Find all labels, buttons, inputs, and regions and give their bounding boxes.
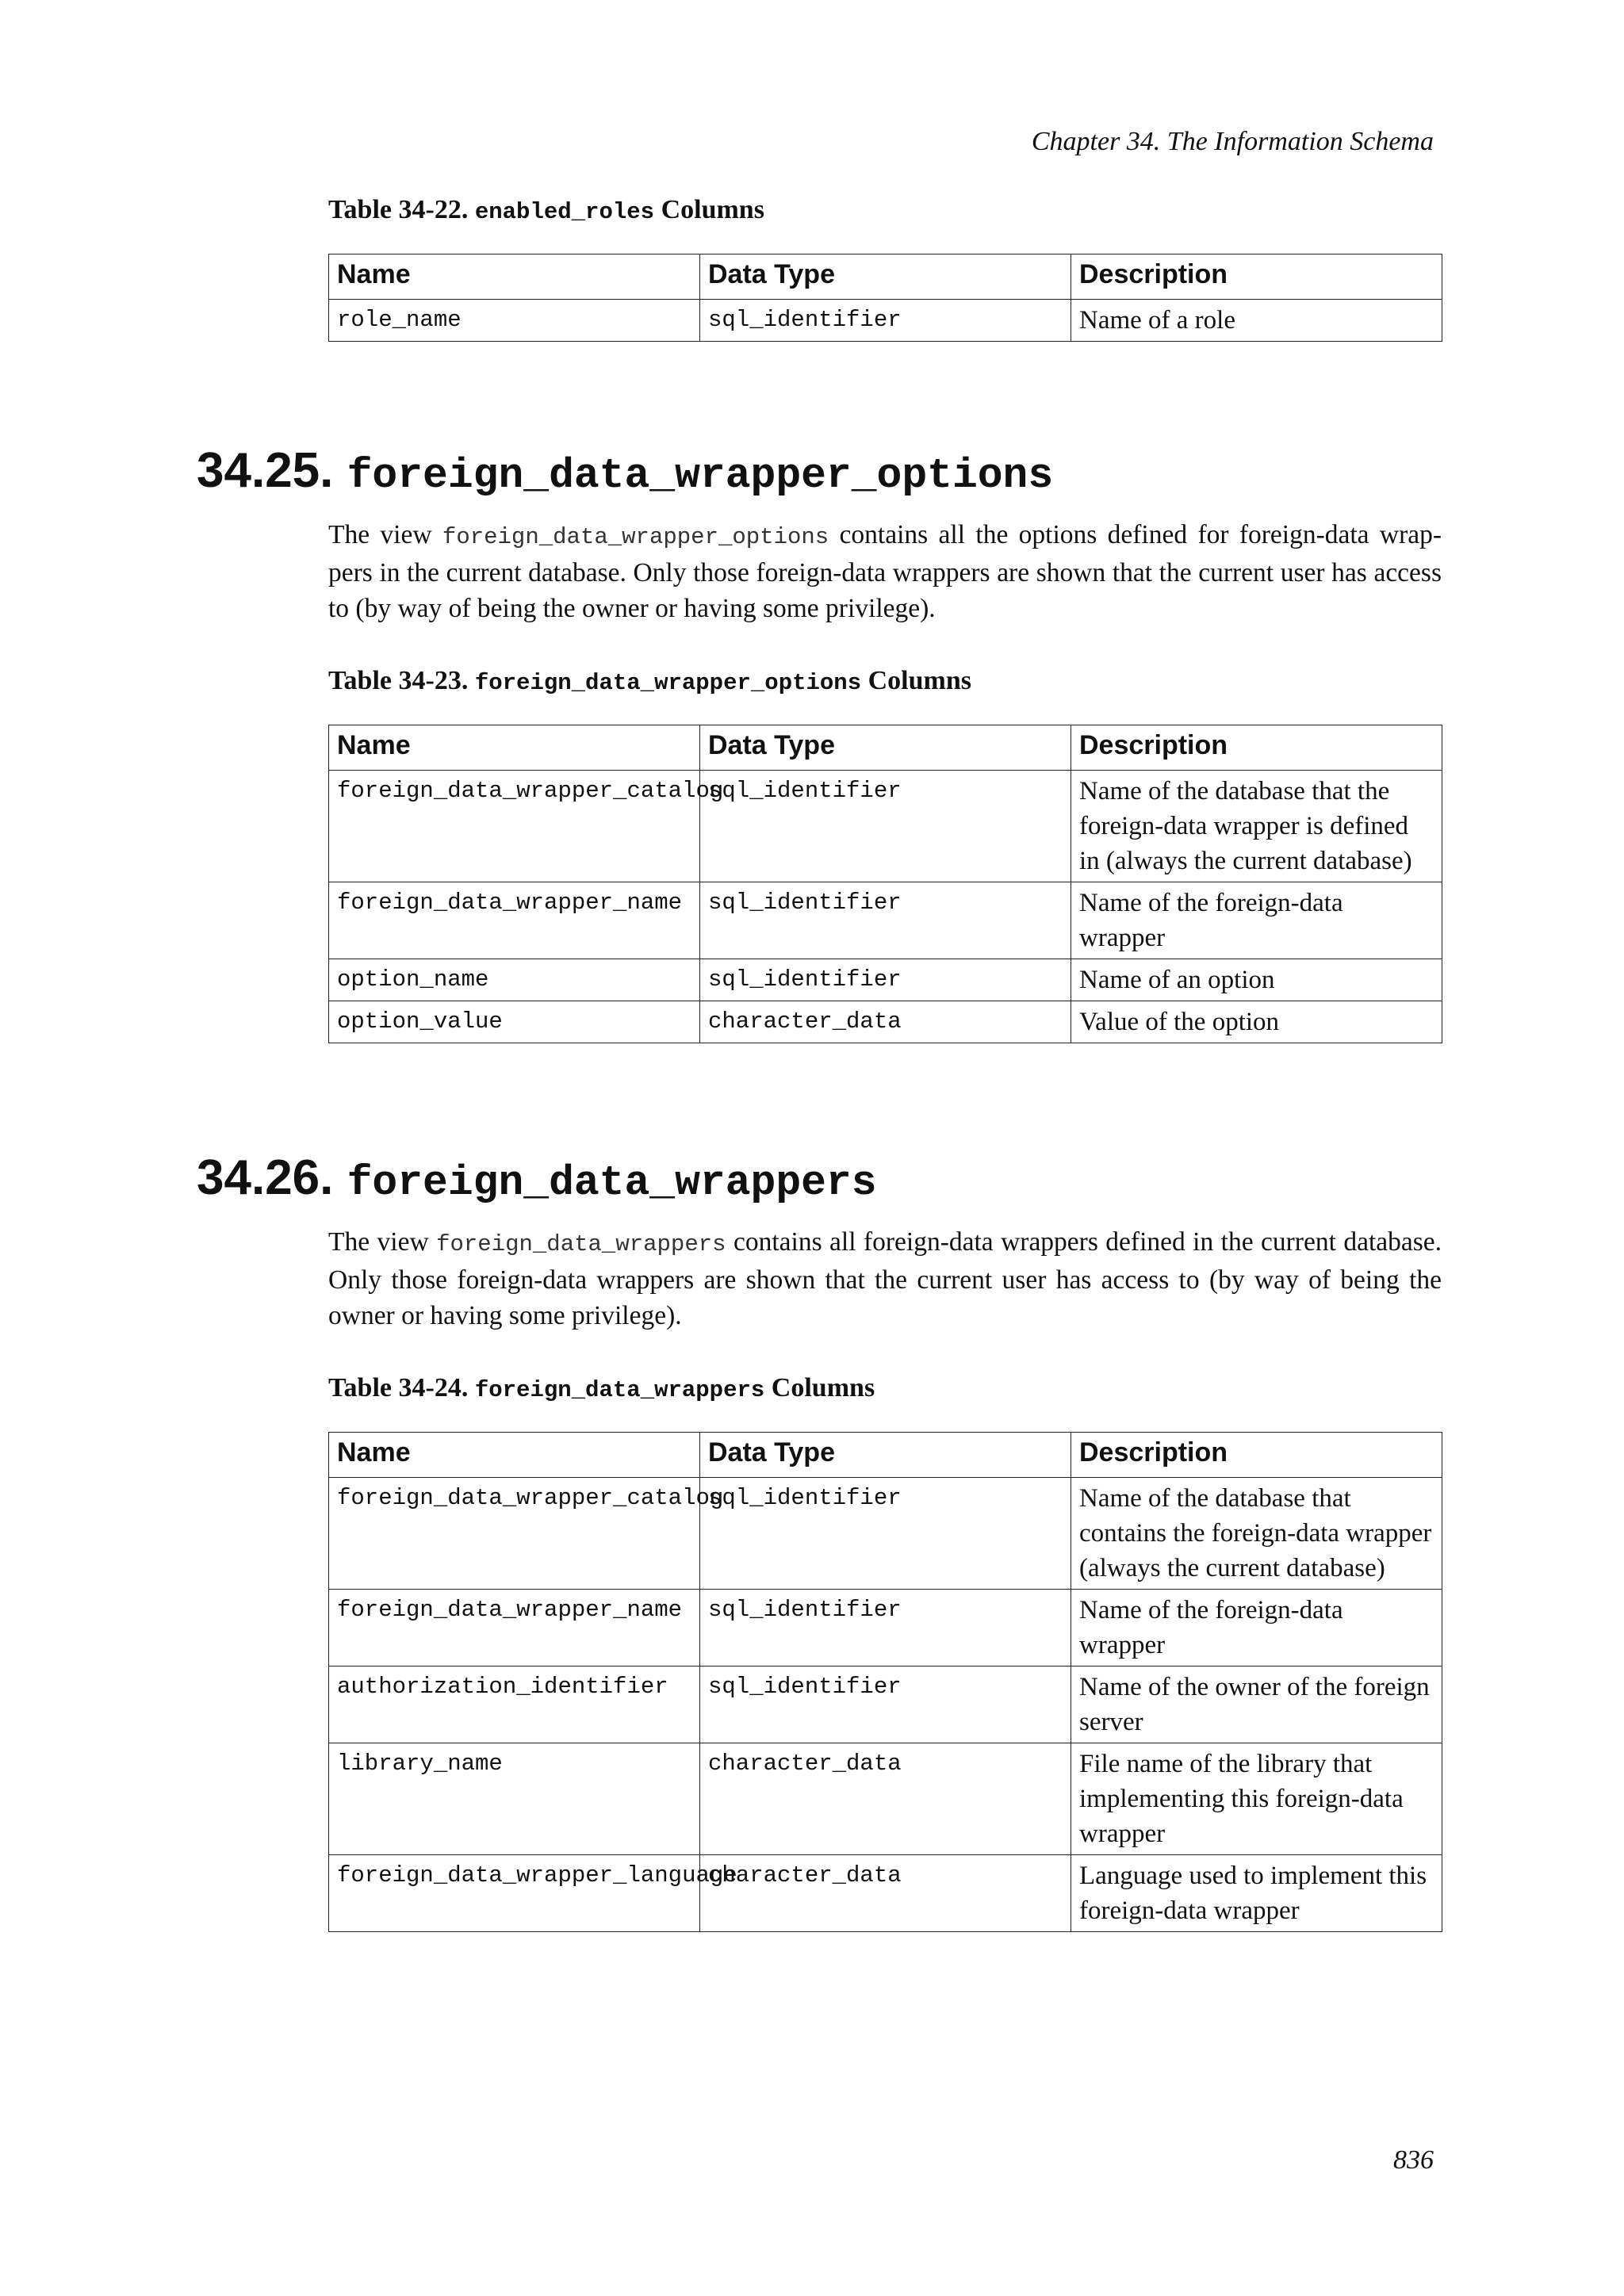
cell-data-type: sql_identifier xyxy=(700,771,1071,882)
cell-data-type: sql_identifier xyxy=(700,959,1071,1001)
cell-data-type: character_data xyxy=(700,1001,1071,1043)
caption-suffix: Columns xyxy=(661,195,764,224)
running-header: Chapter 34. The Information Schema xyxy=(1031,127,1434,156)
table-header-row xyxy=(329,254,1442,300)
cell-name: foreign_data_wrapper_catalog xyxy=(329,1478,700,1590)
column-header-description: Description xyxy=(1071,725,1442,771)
cell-name: authorization_identifier xyxy=(329,1667,700,1743)
table-foreign-data-wrappers xyxy=(328,1432,1442,1932)
cell-name: library_name xyxy=(329,1743,700,1855)
column-header-data-type: Data Type xyxy=(700,1433,1071,1478)
table-row xyxy=(329,1855,1442,1932)
cell-name: foreign_data_wrapper_name xyxy=(329,882,700,959)
cell-description: File name of the library that implementing this foreign-data wrapper xyxy=(1071,1743,1442,1855)
column-header-description: Description xyxy=(1071,1433,1442,1478)
section-paragraph-34-26 xyxy=(328,1224,1442,1334)
cell-data-type: sql_identifier xyxy=(700,1667,1071,1743)
cell-name: foreign_data_wrapper_catalog xyxy=(329,771,700,882)
cell-description: Name of the owner of the foreign server xyxy=(1071,1667,1442,1743)
table-header-row xyxy=(329,725,1442,771)
table-row xyxy=(329,959,1442,1001)
cell-name: option_name xyxy=(329,959,700,1001)
column-header-data-type: Data Type xyxy=(700,254,1071,300)
table-row xyxy=(329,1001,1442,1043)
para-code: foreign_data_wrappers xyxy=(436,1231,726,1257)
table-row xyxy=(329,300,1442,342)
cell-data-type: sql_identifier xyxy=(700,300,1071,342)
column-header-name: Name xyxy=(329,1433,700,1478)
table-caption-34-23 xyxy=(328,666,971,696)
page-number: 836 xyxy=(1393,2145,1434,2175)
section-number: 34.26. xyxy=(197,1150,334,1205)
section-heading-34-26 xyxy=(197,1150,877,1207)
table-row xyxy=(329,1590,1442,1667)
caption-code: enabled_roles xyxy=(474,199,655,225)
section-code: foreign_data_wrappers xyxy=(347,1159,877,1207)
cell-description: Name of the foreign-data wrapper xyxy=(1071,1590,1442,1667)
table-row xyxy=(329,1667,1442,1743)
table-row xyxy=(329,1478,1442,1590)
caption-code: foreign_data_wrappers xyxy=(474,1377,765,1403)
caption-code: foreign_data_wrapper_options xyxy=(474,670,862,696)
table-caption-34-22 xyxy=(328,195,764,225)
table-enabled-roles xyxy=(328,254,1442,342)
para-text-before: The view xyxy=(328,1227,429,1257)
section-number: 34.25. xyxy=(197,443,334,498)
section-paragraph-34-25 xyxy=(328,517,1442,626)
column-header-data-type: Data Type xyxy=(700,725,1071,771)
caption-prefix: Table 34-22. xyxy=(328,195,469,224)
caption-prefix: Table 34-24. xyxy=(328,1373,469,1402)
cell-name: foreign_data_wrapper_language xyxy=(329,1855,700,1932)
cell-description: Value of the option xyxy=(1071,1001,1442,1043)
caption-suffix: Columns xyxy=(868,666,971,695)
cell-data-type: character_data xyxy=(700,1855,1071,1932)
cell-name: role_name xyxy=(329,300,700,342)
table-foreign-data-wrapper-options xyxy=(328,725,1442,1043)
section-heading-34-25 xyxy=(197,442,1053,499)
cell-data-type: character_data xyxy=(700,1743,1071,1855)
cell-name: option_value xyxy=(329,1001,700,1043)
caption-prefix: Table 34-23. xyxy=(328,666,469,695)
table-row xyxy=(329,1743,1442,1855)
cell-description: Language used to implement this foreign-data wrapper xyxy=(1071,1855,1442,1932)
table-header-row xyxy=(329,1433,1442,1478)
table-row xyxy=(329,882,1442,959)
cell-description: Name of the database that contains the foreign-data wrapper (always the current database) xyxy=(1071,1478,1442,1590)
caption-suffix: Columns xyxy=(771,1373,875,1402)
column-header-name: Name xyxy=(329,254,700,300)
para-text-after: contains all the options defined for foreign-data wrap-pers in the current database. Only those foreign-data wrappers are shown that the current user has access to (by way of being the owner or having some privilege). xyxy=(328,520,1442,623)
para-text-before: The view xyxy=(328,520,432,549)
cell-description: Name of an option xyxy=(1071,959,1442,1001)
table-row xyxy=(329,771,1442,882)
para-text-after: contains all foreign-data wrappers defined in the current database. Only those foreign-data wrappers are shown that the current user has access to (by way of being the owner or having some privilege). xyxy=(328,1227,1442,1330)
cell-description: Name of the foreign-data wrapper xyxy=(1071,882,1442,959)
column-header-description: Description xyxy=(1071,254,1442,300)
table-caption-34-24 xyxy=(328,1373,875,1403)
column-header-name: Name xyxy=(329,725,700,771)
cell-description: Name of a role xyxy=(1071,300,1442,342)
cell-name: foreign_data_wrapper_name xyxy=(329,1590,700,1667)
cell-data-type: sql_identifier xyxy=(700,1590,1071,1667)
section-code: foreign_data_wrapper_options xyxy=(347,452,1054,499)
cell-description: Name of the database that the foreign-data wrapper is defined in (always the current database) xyxy=(1071,771,1442,882)
cell-data-type: sql_identifier xyxy=(700,882,1071,959)
cell-data-type: sql_identifier xyxy=(700,1478,1071,1590)
para-code: foreign_data_wrapper_options xyxy=(442,524,829,550)
